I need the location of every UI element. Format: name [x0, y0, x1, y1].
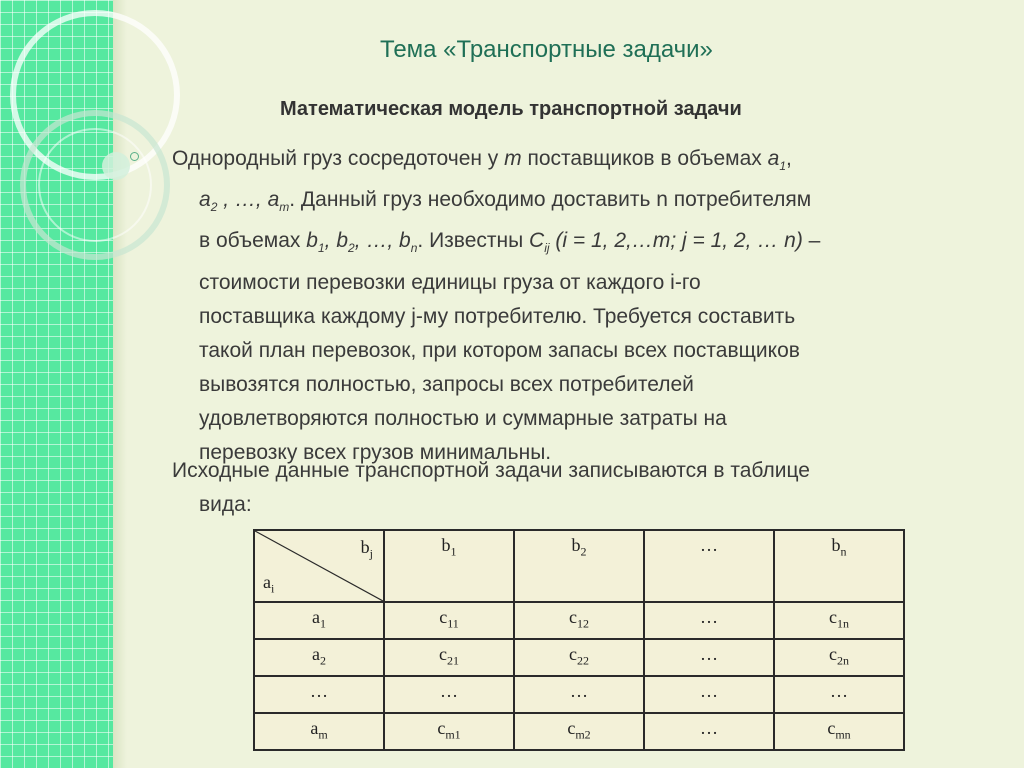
slide-title: Тема «Транспортные задачи»: [380, 36, 713, 63]
table-cell: …: [644, 639, 774, 676]
table-header-row: [254, 530, 904, 602]
text-run: . Данный груз необходимо доставить n потребителям: [289, 188, 812, 212]
text-run: (i = 1, 2,…m; j = 1, 2, … n): [549, 229, 803, 253]
text-line: [172, 488, 972, 522]
text-run: –: [802, 229, 821, 253]
text-run: стоимости перевозки единицы груза от каждого i-го: [199, 270, 701, 294]
row-label-cell: …: [254, 676, 384, 713]
text-run: удовлетворяются полностью и суммарные затраты на: [199, 406, 727, 430]
subscript: 1: [779, 159, 786, 174]
text-run: вывозятся полностью, запросы всех потребителей: [199, 372, 694, 396]
table-cell: …: [644, 676, 774, 713]
text-run: m: [504, 147, 522, 170]
text-line: [172, 368, 972, 402]
table-cell: …: [774, 676, 904, 713]
table-cell: $c_{mn}$: [774, 713, 904, 750]
text-run: , …,: [217, 188, 268, 212]
table-cell: …: [644, 713, 774, 750]
table-row: [254, 676, 904, 713]
table-header-cell: …: [644, 530, 774, 602]
text-run: a: [199, 188, 211, 212]
transport-table: [253, 529, 905, 751]
bullet-paragraph-2: [172, 454, 972, 522]
table-cell: …: [384, 676, 514, 713]
bullet-icon: [130, 152, 139, 161]
row-label-cell: $a_2$: [254, 639, 384, 676]
row-label-cell: $a_m$: [254, 713, 384, 750]
subscript: 1: [317, 241, 325, 256]
text-run: Исходные данные транспортной задачи записываются в таблице: [172, 459, 810, 482]
text-run: ,: [324, 229, 337, 253]
table-cell: …: [644, 602, 774, 639]
subscript: 2: [348, 241, 355, 256]
slide-subtitle: Математическая модель транспортной задачи: [280, 98, 742, 120]
table-header-cell: $b_2$: [514, 530, 644, 602]
table-cell: $c_{21}$: [384, 639, 514, 676]
text-run: b: [306, 229, 318, 253]
subscript: m: [279, 200, 290, 215]
table-header-cell: $b_1$: [384, 530, 514, 602]
table-cell: $c_{2n}$: [774, 639, 904, 676]
text-run: поставщиков в объемах: [521, 147, 768, 170]
text-line: [172, 183, 972, 224]
text-line: [172, 224, 972, 265]
text-run: b: [336, 229, 348, 253]
text-run: поставщика каждому j-му потребителю. Требуется составить: [199, 304, 796, 328]
corner-label-ai: $a_i$: [263, 572, 275, 596]
table-row: [254, 713, 904, 750]
table-cell: $c_{11}$: [384, 602, 514, 639]
text-run: C: [529, 229, 545, 253]
text-run: , …,: [354, 229, 400, 253]
corner-label-bj: $b_j$: [360, 537, 373, 561]
text-run: . Известны: [417, 229, 530, 253]
decorative-circles: [0, 0, 200, 330]
text-run: вида:: [199, 493, 252, 516]
text-run: ,: [786, 147, 792, 170]
table-cell: $c_{m2}$: [514, 713, 644, 750]
text-run: b: [399, 229, 411, 253]
row-label-cell: $a_1$: [254, 602, 384, 639]
table-cell: $c_{22}$: [514, 639, 644, 676]
text-run: a: [767, 147, 780, 170]
table-row: [254, 602, 904, 639]
text-line: [172, 142, 972, 183]
table-corner-cell: [254, 530, 384, 602]
subscript: n: [410, 241, 418, 256]
text-run: в объемах: [199, 229, 307, 253]
table-cell: $c_{m1}$: [384, 713, 514, 750]
table-header-cell: $b_n$: [774, 530, 904, 602]
subscript: ij: [544, 241, 550, 256]
text-run: перевозку всех грузов минимальны.: [199, 440, 552, 464]
text-line: [172, 334, 972, 368]
text-run: a: [267, 188, 280, 212]
table-cell: …: [514, 676, 644, 713]
text-line: [172, 454, 972, 488]
subscript: 2: [210, 200, 218, 215]
text-run: Однородный груз сосредоточен у: [172, 147, 505, 170]
text-line: [172, 402, 972, 436]
bullet-paragraph-1: [172, 142, 972, 470]
text-line: [172, 266, 972, 300]
table-row: [254, 639, 904, 676]
table-cell: $c_{1n}$: [774, 602, 904, 639]
text-run: такой план перевозок, при котором запасы всех поставщиков: [199, 338, 800, 362]
table-cell: $c_{12}$: [514, 602, 644, 639]
text-line: [172, 300, 972, 334]
